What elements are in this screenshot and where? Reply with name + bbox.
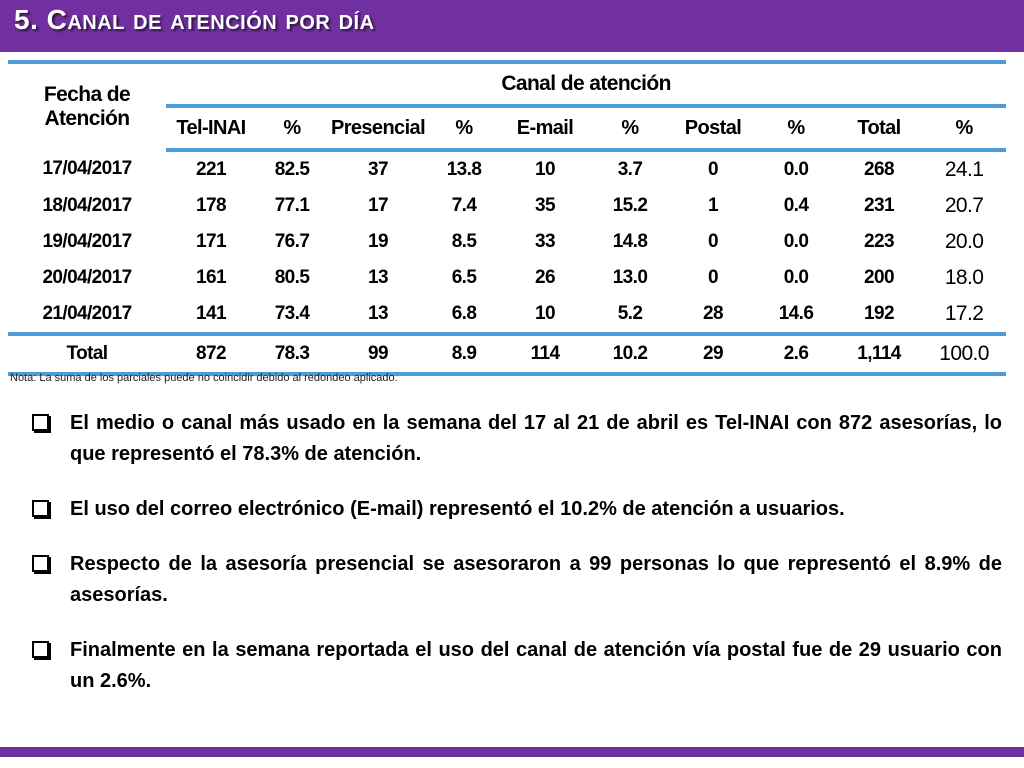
col-header: E-mail [500, 106, 590, 150]
table-row [8, 296, 1006, 334]
table-cell: 73.4 [274, 303, 310, 324]
table-cell: 3.7 [617, 159, 643, 180]
table-cell: 178 [196, 195, 226, 216]
total-cell: 99 [328, 334, 428, 374]
table-cell: 0.0 [783, 231, 809, 252]
col-header: Total [836, 106, 922, 150]
header-canal: Canal de atención [166, 62, 1006, 106]
table-cell: 5.2 [617, 303, 643, 324]
table-cell: 10 [535, 303, 555, 324]
table-cell: 20.7 [944, 194, 984, 217]
table-cell: 1 [708, 195, 718, 216]
table-cell: 0.0 [783, 159, 809, 180]
table-cell: 13.8 [446, 159, 482, 180]
table-cell: 8.5 [451, 231, 477, 252]
table-cell: 231 [864, 195, 894, 216]
table-cell: 141 [196, 303, 226, 324]
table-cell: 77.1 [274, 195, 310, 216]
table-cell: 0 [708, 267, 718, 288]
table-cell: 200 [864, 267, 894, 288]
table-cell: 28 [703, 303, 723, 324]
table-cell: 192 [864, 303, 894, 324]
col-header: Postal [670, 106, 756, 150]
table-cell: 19 [368, 231, 388, 252]
total-cell: 10.2 [590, 334, 670, 374]
bullet-item [30, 549, 1002, 611]
bullet-text: El uso del correo electrónico (E-mail) representó el 10.2% de atención a usuarios. [70, 498, 845, 520]
table-cell: 37 [368, 159, 388, 180]
checkbox-bullet-icon [32, 641, 49, 658]
table-note: Nota: La suma de los parciales puede no coincidir debido al redondeo aplicado. [10, 372, 398, 384]
slide-title: 5. Canal de atención por día [14, 4, 375, 35]
table-cell: 14.8 [612, 231, 648, 252]
date-cell: 21/04/2017 [42, 303, 132, 324]
bullet-item [30, 635, 1002, 697]
table-cell: 20.0 [944, 230, 984, 253]
checkbox-bullet-icon [32, 555, 49, 572]
table-cell: 24.1 [944, 158, 984, 181]
table-cell: 14.6 [778, 303, 814, 324]
col-header: % [428, 106, 500, 150]
table-cell: 35 [535, 195, 555, 216]
title-bar [0, 0, 1024, 52]
total-cell: Total [8, 334, 166, 374]
table-cell: 0 [708, 159, 718, 180]
date-cell: 19/04/2017 [42, 231, 132, 252]
table-row [8, 188, 1006, 224]
table-cell: 6.8 [451, 303, 477, 324]
channel-table [8, 60, 1006, 376]
table-cell: 7.4 [451, 195, 477, 216]
table-cell: 10 [535, 159, 555, 180]
bullet-list [30, 408, 1002, 721]
bullet-item [30, 408, 1002, 470]
bullet-item [30, 494, 1002, 525]
col-header: Tel-INAI [166, 106, 256, 150]
table-row [8, 224, 1006, 260]
col-header: Presencial [328, 106, 428, 150]
header-fecha: Fecha de Atención [8, 62, 166, 150]
bullet-text: El medio o canal más usado en la semana del 17 al 21 de abril es Tel-INAI con 872 asesorías, lo que representó el 78.3% de atención. [70, 412, 1002, 465]
checkbox-bullet-icon [32, 414, 49, 431]
date-cell: 20/04/2017 [42, 267, 132, 288]
total-cell: 29 [670, 334, 756, 374]
table-cell: 171 [196, 231, 226, 252]
table-row [8, 260, 1006, 296]
total-cell: 114 [500, 334, 590, 374]
table-cell: 0.4 [783, 195, 809, 216]
table-header-row-1 [8, 62, 1006, 106]
col-header: % [590, 106, 670, 150]
date-cell: 17/04/2017 [42, 158, 132, 179]
date-cell: 18/04/2017 [42, 195, 132, 216]
table-cell: 76.7 [274, 231, 310, 252]
table-cell: 82.5 [274, 159, 310, 180]
table-cell: 13.0 [612, 267, 648, 288]
bottom-bar [0, 747, 1024, 757]
total-cell: 78.3 [256, 334, 328, 374]
col-header: % [922, 106, 1006, 150]
table-cell: 0.0 [783, 267, 809, 288]
table-cell: 17 [368, 195, 388, 216]
table-cell: 6.5 [451, 267, 477, 288]
table-cell: 80.5 [274, 267, 310, 288]
table-cell: 268 [864, 159, 894, 180]
table-cell: 161 [196, 267, 226, 288]
table-cell: 17.2 [944, 302, 984, 325]
bullet-text: Finalmente en la semana reportada el uso del canal de atención vía postal fue de 29 usuario con un 2.6%. [70, 639, 1002, 692]
total-cell: 872 [166, 334, 256, 374]
total-cell: 8.9 [428, 334, 500, 374]
bullet-text: Respecto de la asesoría presencial se asesoraron a 99 personas lo que representó el 8.9% de asesorías. [70, 553, 1002, 606]
table-cell: 223 [864, 231, 894, 252]
table-cell: 0 [708, 231, 718, 252]
total-cell: 2.6 [756, 334, 836, 374]
table-cell: 221 [196, 159, 226, 180]
col-header: % [756, 106, 836, 150]
table-row [8, 150, 1006, 188]
table-body [8, 150, 1006, 334]
total-cell: 100.0 [922, 334, 1006, 374]
table-cell: 15.2 [612, 195, 648, 216]
table-total-row [8, 334, 1006, 374]
table-cell: 13 [368, 267, 388, 288]
total-cell: 1,114 [836, 334, 922, 374]
table-cell: 18.0 [944, 266, 984, 289]
col-header: % [256, 106, 328, 150]
data-table-container [8, 60, 1006, 364]
table-cell: 26 [535, 267, 555, 288]
table-cell: 13 [368, 303, 388, 324]
table-cell: 33 [535, 231, 555, 252]
checkbox-bullet-icon [32, 500, 49, 517]
